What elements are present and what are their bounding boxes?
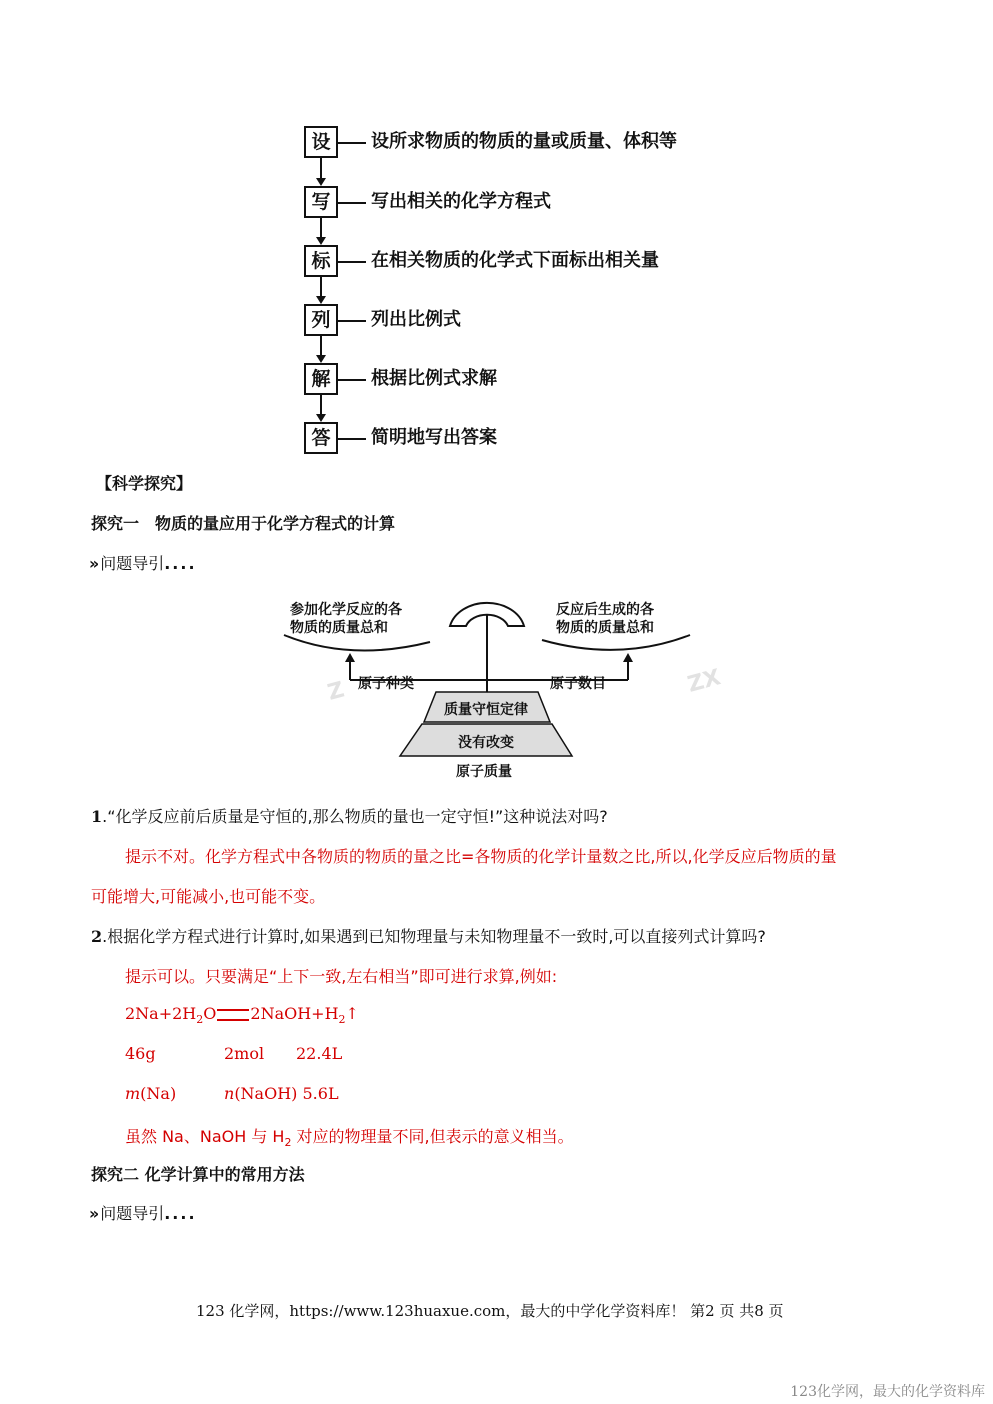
- connector-line: [338, 261, 366, 263]
- equation-part: 2NaOH+H: [250, 1004, 339, 1023]
- note-line: [125, 1124, 574, 1149]
- step-box-da: 答: [304, 422, 338, 454]
- double-chevron-icon: ››: [89, 1204, 97, 1223]
- question-guide-2: ›› 问题导引....: [89, 1204, 197, 1223]
- atom-count-label: 原子数目: [550, 676, 606, 692]
- up-arrow-icon: [623, 653, 633, 662]
- step-box-xie: 写: [304, 186, 338, 218]
- connector-line: [338, 379, 366, 381]
- question-number: 1: [91, 807, 103, 826]
- left-pan: [284, 635, 430, 651]
- row-2-b: [224, 1084, 339, 1103]
- up-arrow-icon: [345, 653, 355, 662]
- unchanged-label: 没有改变: [458, 735, 514, 751]
- diagram-watermark: ZX: [685, 665, 724, 698]
- row-1-a: 46g: [125, 1044, 156, 1063]
- connector-line: [338, 142, 366, 144]
- chemical-equation: [125, 1004, 359, 1026]
- arrow-line: [320, 336, 322, 355]
- atom-mass-label: 原子质量: [456, 764, 512, 780]
- note-part: 对应的物理量不同,但表示的意义相当。: [291, 1127, 574, 1146]
- step-box-biao: 标: [304, 245, 338, 277]
- step-text-xie: 写出相关的化学方程式: [371, 191, 551, 212]
- arrow-line: [320, 218, 322, 237]
- page-footer: 123 化学网，https://www.123huaxue.com，最大的中学化学资料库！ 第2 页 共8 页: [196, 1302, 784, 1320]
- hint-1-line-1: 提示不对。化学方程式中各物质的物质的量之比=各物质的化学计量数之比,所以,化学反应后物质的量: [125, 847, 837, 866]
- arrow-down-icon: [316, 355, 326, 363]
- question-text: .根据化学方程式进行计算时,如果遇到已知物理量与未知物理量不一致时,可以直接列式计算吗?: [102, 927, 766, 946]
- variable-label: (NaOH) 5.6L: [234, 1084, 339, 1103]
- explore-one-heading: 探究一 物质的量应用于化学方程式的计算: [91, 514, 396, 533]
- arrow-down-icon: [316, 296, 326, 304]
- left-top-label-1: 参加化学反应的各: [290, 602, 402, 618]
- conservation-law-label: 质量守恒定律: [444, 702, 528, 718]
- step-text-lie: 列出比例式: [371, 309, 461, 330]
- question-2: [91, 924, 766, 947]
- guide-label: 问题导引: [100, 1204, 165, 1223]
- question-text: .“化学反应前后质量是守恒的,那么物质的量也一定守恒!”这种说法对吗?: [102, 807, 608, 826]
- arrow-line: [320, 395, 322, 414]
- variable-label: (Na): [140, 1084, 177, 1103]
- row-1-c: 22.4L: [296, 1044, 343, 1063]
- equation-part: 2Na+2H: [125, 1004, 197, 1023]
- section-title: 【科学探究】: [96, 474, 193, 493]
- hint-1-line-2: 可能增大,可能减小,也可能不变。: [91, 887, 326, 906]
- right-top-label-2: 物质的质量总和: [556, 620, 654, 636]
- arrow-line: [320, 158, 322, 178]
- note-part: 虽然 Na、NaOH 与 H: [125, 1127, 285, 1146]
- row-1-b: 2mol: [224, 1044, 265, 1063]
- arrow-line: [320, 277, 322, 296]
- equation-part: O: [203, 1004, 217, 1023]
- variable: m: [125, 1084, 141, 1103]
- variable: n: [224, 1084, 235, 1103]
- step-text-da: 简明地写出答案: [371, 427, 497, 448]
- arrow-down-icon: [316, 237, 326, 245]
- subscript: 2: [338, 1013, 346, 1027]
- equals-sign: [217, 1009, 249, 1021]
- explore-two-heading: 探究二 化学计算中的常用方法: [91, 1165, 305, 1184]
- subscript: 2: [196, 1013, 204, 1027]
- arrow-down-icon: [316, 414, 326, 422]
- diagram-watermark: Z: [325, 677, 347, 706]
- step-box-she: 设: [304, 126, 338, 158]
- atom-type-label: 原子种类: [358, 676, 414, 692]
- step-text-she: 设所求物质的物质的量或质量、体积等: [371, 131, 677, 152]
- question-number: 2: [91, 927, 103, 946]
- subscript: 2: [284, 1136, 292, 1150]
- site-watermark: 123化学网，最大的化学资料库: [790, 1384, 985, 1400]
- connector-line: [338, 438, 366, 440]
- gas-arrow-icon: ↑: [345, 1004, 359, 1023]
- right-top-label-1: 反应后生成的各: [556, 602, 654, 618]
- connector-line: [338, 320, 366, 322]
- step-text-biao: 在相关物质的化学式下面标出相关量: [371, 250, 659, 271]
- step-box-jie: 解: [304, 363, 338, 395]
- mass-conservation-diagram: [270, 590, 730, 790]
- row-2-a: [125, 1084, 176, 1103]
- arrow-down-icon: [316, 178, 326, 186]
- right-pan: [542, 635, 690, 650]
- step-box-lie: 列: [304, 304, 338, 336]
- guide-label: 问题导引: [100, 554, 165, 573]
- hint-2: 提示可以。只要满足“上下一致,左右相当”即可进行求算,例如:: [125, 967, 558, 986]
- step-text-jie: 根据比例式求解: [371, 368, 497, 389]
- double-chevron-icon: ››: [89, 554, 97, 573]
- left-top-label-2: 物质的质量总和: [290, 620, 388, 636]
- connector-line: [338, 202, 366, 204]
- question-guide-1: ›› 问题导引....: [89, 554, 197, 573]
- question-1: [91, 804, 608, 827]
